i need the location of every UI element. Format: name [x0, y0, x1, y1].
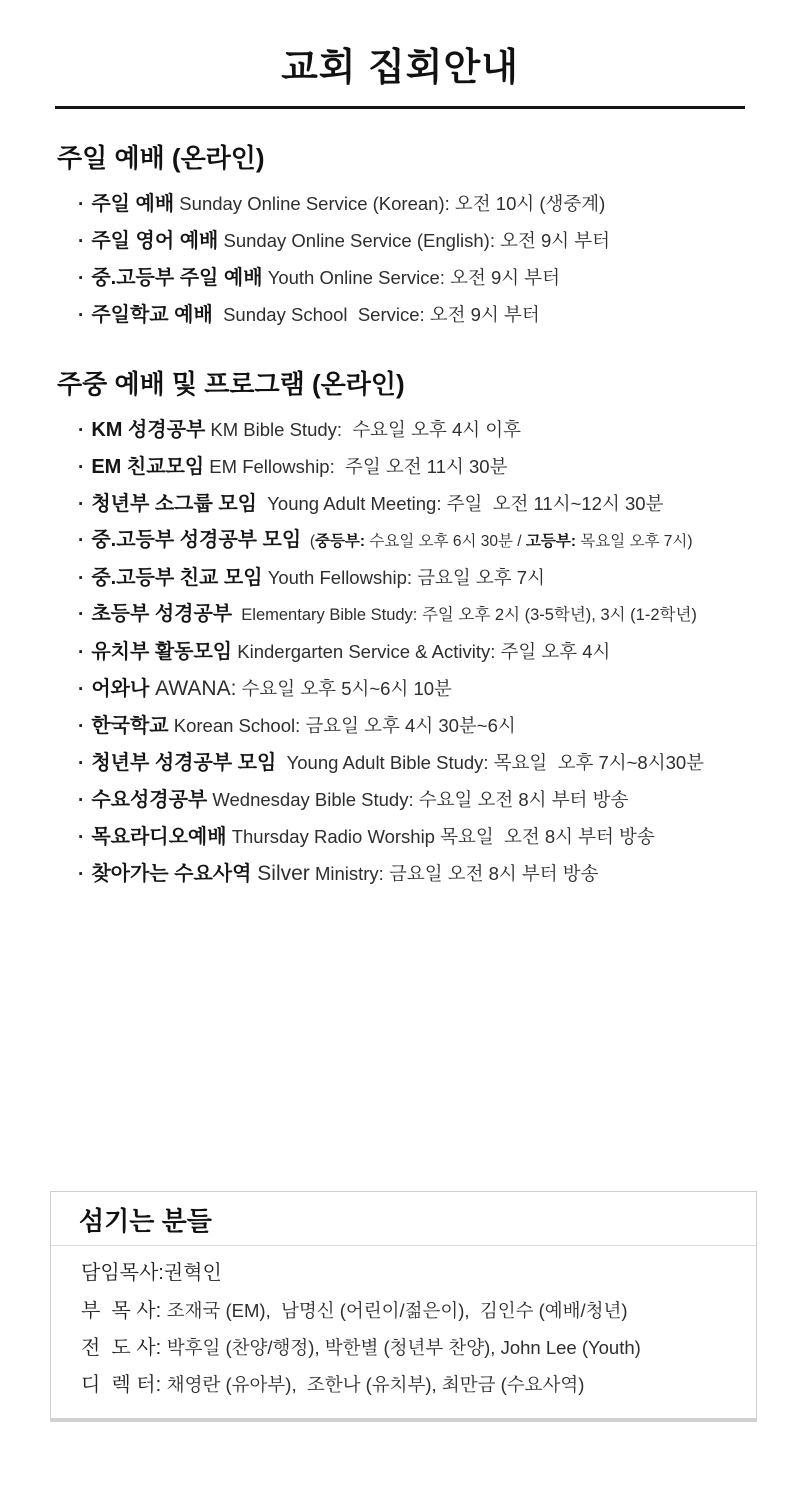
- service-item: [57, 781, 760, 818]
- text-segment: 주일 예배: [91, 193, 175, 215]
- text-segment: 어와나: [91, 678, 150, 700]
- text-segment: 초등부 성경공부: [91, 603, 233, 625]
- bullet-dot: ·: [78, 194, 85, 215]
- text-segment: 조재국 (EM), 남명신 (어린이/젊은이), 김인수 (예배/청년): [166, 1300, 628, 1321]
- service-item: [57, 596, 760, 633]
- bullet-dot: ·: [78, 231, 85, 252]
- text-segment: (: [301, 533, 315, 550]
- section-sunday-services: [57, 141, 760, 333]
- service-item: [57, 448, 760, 485]
- bullet-dot: ·: [78, 642, 85, 663]
- bullet-dot: ·: [78, 604, 85, 625]
- text-segment: KM Bible Study: 수요일 오후 4시 이후: [205, 419, 521, 440]
- text-segment: 담임목사:권혁인: [81, 1262, 222, 1284]
- service-item: [57, 296, 760, 333]
- text-segment: 청년부 소그룹 모임: [91, 493, 258, 515]
- text-segment: 청년부 성경공부 모임: [91, 752, 277, 774]
- announcement-page: [0, 36, 800, 1486]
- text-segment: 유치부 활동모임: [91, 641, 233, 663]
- servants-row: [81, 1292, 728, 1329]
- text-segment: 중.고등부 성경공부 모임: [91, 529, 302, 551]
- text-segment: 수요일 오후 6시 30분 /: [365, 533, 526, 550]
- text-segment: Youth Online Service: 오전 9시 부터: [262, 267, 560, 288]
- servants-box-header: [51, 1192, 756, 1246]
- title-divider: [55, 106, 745, 109]
- text-segment: 박후일 (찬양/행정), 박한별 (청년부 찬양), John Lee (Youth): [166, 1337, 641, 1358]
- text-segment: EM 친교모임: [91, 456, 205, 478]
- text-segment: Korean School: 금요일 오후 4시 30분~6시: [168, 715, 516, 736]
- text-segment: 주일 영어 예배: [91, 230, 219, 252]
- bullet-dot: ·: [78, 790, 85, 811]
- text-segment: 주일학교 예배: [91, 304, 213, 326]
- text-segment: 디 렉 터:: [81, 1374, 167, 1396]
- service-item: [57, 259, 760, 296]
- text-segment: Thursday Radio Worship 목요일 오전 8시 부터 방송: [226, 826, 655, 847]
- text-segment: AWANA:: [149, 677, 237, 700]
- text-segment: 중등부:: [314, 533, 366, 550]
- text-segment: Silver: [251, 862, 310, 885]
- text-segment: 부 목 사:: [81, 1300, 167, 1322]
- text-segment: Elementary Bible Study: 주일 오후 2시 (3-5학년), 3시 (1-2학년): [232, 606, 697, 624]
- service-item: [57, 185, 760, 222]
- text-segment: Youth Fellowship: 금요일 오후 7시: [262, 567, 545, 588]
- service-item: [57, 855, 760, 892]
- service-item: [57, 522, 760, 559]
- bullet-dot: ·: [78, 494, 85, 515]
- bullet-dot: ·: [78, 679, 85, 700]
- text-segment: Sunday School Service: 오전 9시 부터: [212, 304, 540, 325]
- bullet-dot: ·: [78, 268, 85, 289]
- service-item: [57, 744, 760, 781]
- text-segment: 찾아가는 수요사역: [91, 863, 252, 885]
- bullet-dot: ·: [78, 420, 85, 441]
- service-item: [57, 485, 760, 522]
- bullet-dot: ·: [78, 568, 85, 589]
- text-segment: 목요라디오예배: [91, 826, 227, 848]
- section-weekday-programs: [57, 367, 760, 892]
- text-segment: Young Adult Bible Study: 목요일 오후 7시~8시30분: [276, 752, 705, 773]
- bullet-dot: ·: [78, 827, 85, 848]
- bullet-dot: ·: [78, 305, 85, 326]
- page-title: 교회 집회안내: [281, 47, 519, 89]
- text-segment: 목요일 오후 7시): [576, 533, 693, 550]
- section-heading: 주중 예배 및 프로그램 (온라인): [57, 369, 405, 399]
- text-segment: Kindergarten Service & Activity: 주일 오후 4시: [232, 641, 611, 662]
- text-segment: 고등부:: [525, 533, 576, 550]
- text-segment: EM Fellowship: 주일 오전 11시 30분: [204, 456, 508, 477]
- service-list: [57, 411, 760, 892]
- text-segment: KM 성경공부: [91, 419, 206, 441]
- servants-box-body: [51, 1246, 756, 1418]
- service-item: [57, 707, 760, 744]
- servants-row: [81, 1255, 728, 1292]
- bullet-dot: ·: [78, 753, 85, 774]
- text-segment: 전 도 사:: [81, 1337, 167, 1359]
- section-heading: 주일 예배 (온라인): [57, 143, 265, 173]
- text-segment: 한국학교: [91, 715, 169, 737]
- text-segment: 중.고등부 주일 예배: [91, 267, 263, 289]
- bullet-dot: ·: [78, 716, 85, 737]
- text-segment: 수요성경공부: [91, 789, 208, 811]
- bullet-dot: ·: [78, 457, 85, 478]
- service-list: [57, 185, 760, 333]
- service-item: [57, 222, 760, 259]
- servants-box: [50, 1191, 757, 1422]
- text-segment: Sunday Online Service (Korean): 오전 10시 (생중계): [174, 193, 606, 214]
- service-item: [57, 411, 760, 448]
- service-item: [57, 559, 760, 596]
- service-item: [57, 633, 760, 670]
- text-segment: 수요일 오후 5시~6시 10분: [236, 678, 452, 699]
- text-segment: Young Adult Meeting: 주일 오전 11시~12시 30분: [257, 493, 664, 514]
- text-segment: Sunday Online Service (English): 오전 9시 부터: [218, 230, 611, 251]
- bullet-dot: ·: [78, 530, 85, 551]
- text-segment: 중.고등부 친교 모임: [91, 567, 263, 589]
- bullet-dot: ·: [78, 864, 85, 885]
- servants-row: [81, 1366, 728, 1403]
- service-item: [57, 670, 760, 707]
- servants-box-heading: 섬기는 분들: [79, 1206, 212, 1236]
- service-item: [57, 818, 760, 855]
- text-segment: Wednesday Bible Study: 수요일 오전 8시 부터 방송: [207, 789, 629, 810]
- text-segment: 채영란 (유아부), 조한나 (유치부), 최만금 (수요사역): [166, 1374, 585, 1395]
- servants-row: [81, 1329, 728, 1366]
- text-segment: Ministry: 금요일 오전 8시 부터 방송: [309, 863, 599, 884]
